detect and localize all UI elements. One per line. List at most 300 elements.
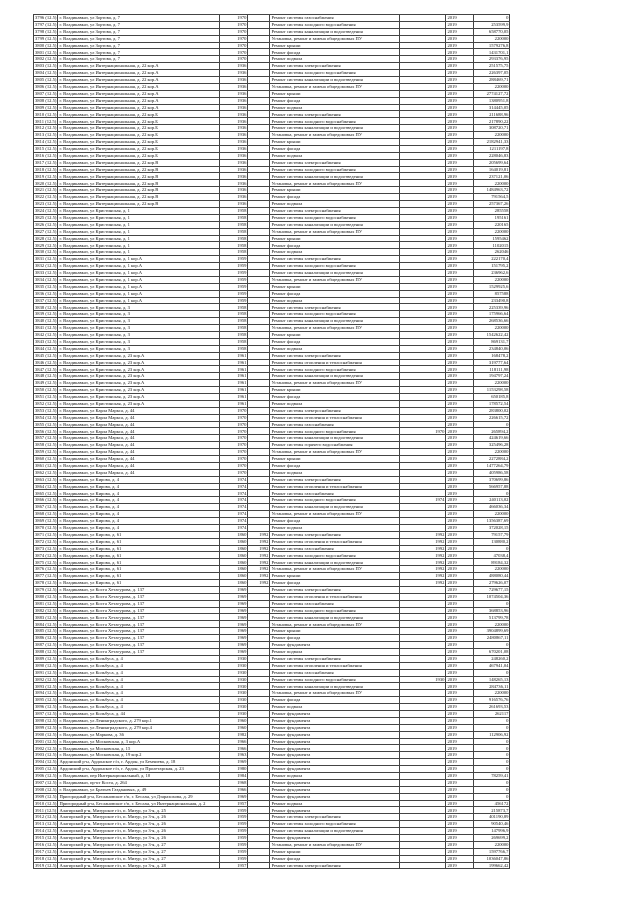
reconstruction-year-cell	[248, 421, 270, 428]
address-cell: г. Владикавказ, ул Карла Маркса, д. 44	[58, 469, 220, 476]
build-year-cell: 1970	[220, 28, 248, 35]
planned-year-cell: 2019	[446, 442, 474, 449]
planned-year-cell: 2019	[446, 21, 474, 28]
last-repair-year-cell	[400, 607, 446, 614]
last-repair-year-cell	[400, 359, 446, 366]
work-type-cell: Ремонт системы канализации и водоотведения	[270, 435, 400, 442]
address-cell: г. Владикавказ, ул Интернациональная, д. 22 кор.Б	[58, 132, 220, 139]
planned-year-cell: 2019	[446, 607, 474, 614]
address-cell: г. Владикавказ, ул Интернациональная, д. 22 кор.А	[58, 63, 220, 70]
build-year-cell: 1974	[220, 497, 248, 504]
cost-cell: 205699,64	[474, 159, 510, 166]
reconstruction-year-cell	[248, 504, 270, 511]
address-cell: г. Владикавказ, ул Кристинская, д. 1 кор.А	[58, 290, 220, 297]
row-number-cell: 3877 (12.5)	[35, 573, 57, 579]
reconstruction-year-cell	[248, 104, 270, 111]
cost-cell: 236962,6	[474, 269, 510, 276]
address-cell: г. Владикавказ, ул Маркова, д. 36	[58, 731, 220, 738]
reconstruction-year-cell	[248, 207, 270, 214]
reconstruction-year-cell	[248, 118, 270, 125]
row-number-cell: 3850 (12.5)	[35, 387, 57, 393]
row-number-cell: 3913 (12.5)	[35, 821, 57, 827]
last-repair-year-cell	[400, 139, 446, 146]
row-number-cell: 3904 (12.5)	[35, 759, 57, 765]
build-year-cell: 1959	[220, 297, 248, 304]
table-row	[34, 607, 510, 614]
planned-year-cell: 2019	[446, 283, 474, 290]
build-year-cell: 1961	[220, 380, 248, 387]
address-cell: г. Владикавказ, ул Кристинская, д. 3	[58, 325, 220, 332]
work-type-cell: Ремонт системы холодного водоснабжения	[270, 21, 400, 28]
reconstruction-year-cell	[248, 435, 270, 442]
last-repair-year-cell: 1992	[400, 580, 446, 587]
last-repair-year-cell	[400, 21, 446, 28]
build-year-cell: 1936	[220, 173, 248, 180]
address-cell: г. Владикавказ, ул Кристинская, д. 23 кор.А	[58, 366, 220, 373]
build-year-cell: 1970	[220, 56, 248, 63]
reconstruction-year-cell	[248, 173, 270, 180]
planned-year-cell: 2019	[446, 56, 474, 63]
work-type-cell: Ремонт системы газоснабжения	[270, 669, 400, 676]
work-type-cell: Ремонт фасада	[270, 97, 400, 104]
last-repair-year-cell	[400, 15, 446, 22]
table-row	[34, 669, 510, 676]
last-repair-year-cell: 1992	[400, 559, 446, 566]
reconstruction-year-cell	[248, 283, 270, 290]
work-type-cell: Ремонт фундамента	[270, 710, 400, 717]
address-cell: г. Владикавказ, ул Кирова, д. 4	[58, 511, 220, 518]
build-year-cell: 1966	[220, 738, 248, 745]
row-number-cell: 3858 (12.5)	[35, 442, 57, 448]
reconstruction-year-cell	[248, 428, 270, 435]
work-type-cell: Установка, ремонт и замена общедомовых ПУ	[270, 180, 400, 187]
build-year-cell: 1930	[220, 690, 248, 697]
planned-year-cell: 2019	[446, 290, 474, 297]
table-row	[34, 132, 510, 139]
build-year-cell: 1860	[220, 545, 248, 552]
planned-year-cell: 2019	[446, 421, 474, 428]
row-number-cell: 3796 (12.5)	[35, 15, 57, 21]
address-cell: г. Владикавказ, ул Кристинская, д. 3	[58, 331, 220, 338]
table-row	[34, 145, 510, 152]
work-type-cell: Установка, ремонт и замена общедомовых ПУ	[270, 449, 400, 456]
address-cell: г. Владикавказ, ул Зортова, д. 7	[58, 49, 220, 56]
reconstruction-year-cell	[248, 855, 270, 862]
address-cell: г. Владикавказ, ул Коста Хетагурова, д. 137	[58, 586, 220, 593]
reconstruction-year-cell	[248, 187, 270, 194]
table-row	[34, 70, 510, 77]
row-number-cell: 3869 (12.5)	[35, 518, 57, 524]
last-repair-year-cell	[400, 717, 446, 724]
table-row	[34, 290, 510, 297]
planned-year-cell: 2019	[446, 504, 474, 511]
work-type-cell: Ремонт системы электроснабжения	[270, 531, 400, 538]
address-cell: г. Владикавказ, ул Коста Хетагурова, д. 137	[58, 628, 220, 635]
table-row	[34, 428, 510, 435]
last-repair-year-cell	[400, 35, 446, 42]
last-repair-year-cell: 1970	[400, 428, 446, 435]
cost-cell: 1211197,8	[474, 145, 510, 152]
work-type-cell: Ремонт системы электроснабжения	[270, 814, 400, 821]
build-year-cell: 1970	[220, 49, 248, 56]
address-cell: г. Владикавказ, ул Ленинградского, д. 279 кор.4	[58, 724, 220, 731]
build-year-cell: 1970	[220, 21, 248, 28]
work-type-cell: Ремонт фундамента	[270, 642, 400, 649]
build-year-cell: 1930	[220, 669, 248, 676]
reconstruction-year-cell	[248, 676, 270, 683]
work-type-cell: Ремонт крыши	[270, 139, 400, 146]
last-repair-year-cell	[400, 221, 446, 228]
address-cell: г. Владикавказ, ул Зортова, д. 7	[58, 15, 220, 22]
cost-cell: 284736,11	[474, 683, 510, 690]
planned-year-cell: 2019	[446, 125, 474, 132]
address-cell: г. Владикавказ, ул Коста Хетагурова, д. 137	[58, 607, 220, 614]
cost-cell: 220000	[474, 35, 510, 42]
reconstruction-year-cell	[248, 456, 270, 463]
table-row	[34, 580, 510, 587]
reconstruction-year-cell	[248, 449, 270, 456]
last-repair-year-cell	[400, 400, 446, 407]
table-row	[34, 710, 510, 717]
last-repair-year-cell	[400, 593, 446, 600]
work-type-cell: Ремонт системы отопления и теплоснабжения	[270, 483, 400, 490]
last-repair-year-cell	[400, 511, 446, 518]
address-cell: г. Владикавказ, ул Карла Маркса, д. 44	[58, 462, 220, 469]
address-cell: г. Владикавказ, ул Кирова, д. 4	[58, 518, 220, 525]
last-repair-year-cell	[400, 407, 446, 414]
planned-year-cell: 2019	[446, 304, 474, 311]
last-repair-year-cell	[400, 125, 446, 132]
cost-cell: 151795,2	[474, 263, 510, 270]
build-year-cell: 1959	[220, 855, 248, 862]
row-number-cell: 3912 (12.5)	[35, 814, 57, 820]
planned-year-cell: 2019	[446, 49, 474, 56]
table-row	[34, 380, 510, 387]
last-repair-year-cell	[400, 483, 446, 490]
build-year-cell: 1936	[220, 63, 248, 70]
reconstruction-year-cell	[248, 483, 270, 490]
address-cell: г. Владикавказ, ул Кристинская, д. 23 кор.А	[58, 387, 220, 394]
row-number-cell: 3874 (12.5)	[35, 552, 57, 558]
planned-year-cell: 2019	[446, 201, 474, 208]
address-cell: г. Владикавказ, ул Коста Хетагурова, д. 137	[58, 614, 220, 621]
reconstruction-year-cell	[248, 387, 270, 394]
row-number-cell: 3845 (12.5)	[35, 352, 57, 358]
row-number-cell: 3848 (12.5)	[35, 373, 57, 379]
row-number-cell: 3907 (12.5)	[35, 780, 57, 785]
cost-cell: 0	[474, 779, 510, 786]
cost-cell: 0	[474, 642, 510, 649]
work-type-cell: Ремонт системы электроснабжения	[270, 586, 400, 593]
row-number-cell: 3800 (12.5)	[35, 42, 57, 48]
planned-year-cell: 2019	[446, 662, 474, 669]
table-row	[34, 800, 510, 807]
cost-cell: 220000	[474, 621, 510, 628]
last-repair-year-cell	[400, 214, 446, 221]
last-repair-year-cell	[400, 118, 446, 125]
planned-year-cell: 2019	[446, 828, 474, 835]
planned-year-cell: 2019	[446, 318, 474, 325]
work-type-cell: Ремонт крыши	[270, 456, 400, 463]
work-type-cell: Ремонт системы канализации и водоотведения	[270, 373, 400, 380]
table-row	[34, 841, 510, 848]
reconstruction-year-cell	[248, 56, 270, 63]
build-year-cell: 1959	[220, 283, 248, 290]
work-type-cell: Ремонт фундамента	[270, 752, 400, 759]
reconstruction-year-cell	[248, 269, 270, 276]
build-year-cell: 1969	[220, 586, 248, 593]
build-year-cell: 1959	[220, 814, 248, 821]
address-cell: г. Владикавказ, ул Кирова, д. 61	[58, 559, 220, 566]
table-row	[34, 139, 510, 146]
work-type-cell: Ремонт фасада	[270, 855, 400, 862]
planned-year-cell: 2019	[446, 187, 474, 194]
cost-cell: 424619,66	[474, 435, 510, 442]
reconstruction-year-cell	[248, 297, 270, 304]
cost-cell: 268536,66	[474, 318, 510, 325]
work-type-cell: Ремонт фасада	[270, 242, 400, 249]
planned-year-cell: 2019	[446, 600, 474, 607]
row-number-cell: 3863 (12.5)	[35, 476, 57, 482]
row-number-cell: 3803 (12.5)	[35, 63, 57, 69]
reconstruction-year-cell	[248, 139, 270, 146]
last-repair-year-cell	[400, 648, 446, 655]
address-cell: г. Владикавказ, ул Кристинская, д. 23 кор.А	[58, 380, 220, 387]
table-row	[34, 228, 510, 235]
cost-cell: 168478,2	[474, 352, 510, 359]
cost-cell: 467941,04	[474, 662, 510, 669]
address-cell: г. Владикавказ, ул Коста Хетагурова, д. 137	[58, 593, 220, 600]
build-year-cell: 1860	[220, 552, 248, 559]
work-type-cell: Ремонт крыши	[270, 573, 400, 580]
build-year-cell: 1969	[220, 593, 248, 600]
planned-year-cell: 2019	[446, 573, 474, 580]
work-type-cell: Ремонт системы холодного водоснабжения	[270, 118, 400, 125]
reconstruction-year-cell	[248, 518, 270, 525]
last-repair-year-cell	[400, 704, 446, 711]
planned-year-cell: 2019	[446, 15, 474, 22]
last-repair-year-cell	[400, 180, 446, 187]
cost-cell: 118111,98	[474, 366, 510, 373]
row-number-cell: 3846 (12.5)	[35, 359, 57, 365]
planned-year-cell: 2019	[446, 462, 474, 469]
planned-year-cell: 2019	[446, 724, 474, 731]
build-year-cell: 1961	[220, 400, 248, 407]
reconstruction-year-cell	[248, 35, 270, 42]
reconstruction-year-cell	[248, 249, 270, 256]
row-number-cell: 3876 (12.5)	[35, 566, 57, 572]
table-row	[34, 242, 510, 249]
build-year-cell: 1860	[220, 573, 248, 580]
last-repair-year-cell	[400, 456, 446, 463]
address-cell: г. Владикавказ, ул Интернациональная, д. 22 кор.В	[58, 159, 220, 166]
row-number-cell: 3914 (12.5)	[35, 828, 57, 834]
row-number-cell: 3842 (12.5)	[35, 332, 57, 338]
table-row	[34, 738, 510, 745]
planned-year-cell: 2019	[446, 738, 474, 745]
address-cell: г. Владикавказ, ул Интернациональная, д. 22 кор.В	[58, 173, 220, 180]
cost-cell: 650185,8	[474, 393, 510, 400]
last-repair-year-cell	[400, 655, 446, 662]
address-cell: г. Владикавказ, ул Интернациональная, д. 22 кор.Б	[58, 145, 220, 152]
reconstruction-year-cell	[248, 111, 270, 118]
work-type-cell: Ремонт фундамента	[270, 738, 400, 745]
cost-cell: 222170,4	[474, 256, 510, 263]
work-type-cell: Ремонт фундамента	[270, 807, 400, 814]
table-row	[34, 15, 510, 22]
row-number-cell: 3818 (12.5)	[35, 166, 57, 172]
build-year-cell: 1936	[220, 180, 248, 187]
table-row	[34, 207, 510, 214]
row-number-cell: 3809 (12.5)	[35, 104, 57, 110]
reconstruction-year-cell	[248, 180, 270, 187]
build-year-cell: 1959	[220, 828, 248, 835]
build-year-cell: 1966	[220, 745, 248, 752]
row-number-cell: 3867 (12.5)	[35, 504, 57, 510]
address-cell: г. Владикавказ, пер Интернациональный, д. 10	[58, 772, 220, 779]
cost-cell: 1597766,7	[474, 848, 510, 855]
work-type-cell: Ремонт системы холодного водоснабжения	[270, 821, 400, 828]
work-type-cell: Ремонт системы отопления и теплоснабжения	[270, 414, 400, 421]
last-repair-year-cell	[400, 600, 446, 607]
last-repair-year-cell	[400, 311, 446, 318]
row-number-cell: 3855 (12.5)	[35, 421, 57, 427]
last-repair-year-cell	[400, 325, 446, 332]
last-repair-year-cell	[400, 111, 446, 118]
cost-cell: 195161	[474, 214, 510, 221]
address-cell: Алагирский р-н, Мизурское г/п, п. Мизур, ул 3-я, д. 25	[58, 807, 220, 814]
table-row	[34, 690, 510, 697]
address-cell: г. Владикавказ, ул Кристинская, д. 1	[58, 242, 220, 249]
build-year-cell: 1970	[220, 469, 248, 476]
reconstruction-year-cell	[248, 752, 270, 759]
work-type-cell: Ремонт системы отопления и теплоснабжения	[270, 593, 400, 600]
cost-cell: 220000	[474, 132, 510, 139]
table-row	[34, 759, 510, 766]
address-cell: г. Владикавказ, ул Интернациональная, д. 22 кор.А	[58, 83, 220, 90]
table-row	[34, 524, 510, 531]
planned-year-cell: 2019	[446, 97, 474, 104]
row-number-cell: 3825 (12.5)	[35, 214, 57, 220]
row-number-cell: 3879 (12.5)	[35, 587, 57, 593]
work-type-cell: Ремонт фасада	[270, 635, 400, 642]
planned-year-cell: 2019	[446, 469, 474, 476]
cost-cell: 79157,79	[474, 531, 510, 538]
last-repair-year-cell	[400, 28, 446, 35]
row-number-cell: 3814 (12.5)	[35, 139, 57, 145]
row-number-cell: 3834 (12.5)	[35, 276, 57, 282]
row-number-cell: 3806 (12.5)	[35, 84, 57, 90]
row-number-cell: 3851 (12.5)	[35, 394, 57, 400]
build-year-cell: 1958	[220, 318, 248, 325]
address-cell: г. Владикавказ, ул Кристинская, д. 1 кор.А	[58, 256, 220, 263]
row-number-cell: 3808 (12.5)	[35, 97, 57, 103]
last-repair-year-cell	[400, 642, 446, 649]
address-cell: г. Владикавказ, ул Коста Хетагурова, д. 137	[58, 642, 220, 649]
cost-cell: 220000	[474, 83, 510, 90]
planned-year-cell: 2019	[446, 207, 474, 214]
row-number-cell: 3862 (12.5)	[35, 469, 57, 475]
table-row	[34, 834, 510, 841]
build-year-cell: 1958	[220, 249, 248, 256]
planned-year-cell: 2019	[446, 166, 474, 173]
build-year-cell: 1936	[220, 194, 248, 201]
address-cell: г. Владикавказ, ул Кристинская, д. 1	[58, 214, 220, 221]
last-repair-year-cell	[400, 690, 446, 697]
planned-year-cell: 2019	[446, 766, 474, 773]
last-repair-year-cell	[400, 77, 446, 84]
cost-cell: 791564,5	[474, 194, 510, 201]
build-year-cell: 1959	[220, 807, 248, 814]
work-type-cell: Ремонт подвала	[270, 345, 400, 352]
address-cell: г. Владикавказ, ул Интернациональная, д. 22 кор.А	[58, 97, 220, 104]
cost-cell: 0	[474, 766, 510, 773]
table-row	[34, 628, 510, 635]
work-type-cell: Ремонт фасада	[270, 290, 400, 297]
row-number-cell: 3910 (12.5)	[35, 800, 57, 806]
table-row	[34, 269, 510, 276]
row-number-cell: 3882 (12.5)	[35, 607, 57, 613]
row-number-cell: 3824 (12.5)	[35, 208, 57, 214]
row-number-cell: 3917 (12.5)	[35, 848, 57, 854]
cost-cell: 220000	[474, 180, 510, 187]
cost-cell: 220000	[474, 841, 510, 848]
work-type-cell: Ремонт системы электроснабжения	[270, 207, 400, 214]
table-row	[34, 462, 510, 469]
build-year-cell: 1961	[220, 366, 248, 373]
cost-cell: 0	[474, 793, 510, 800]
build-year-cell: 1970	[220, 407, 248, 414]
cost-cell: 248260,2	[474, 655, 510, 662]
build-year-cell: 1961	[220, 387, 248, 394]
address-cell: г. Владикавказ, ул Зортова, д. 7	[58, 35, 220, 42]
planned-year-cell: 2019	[446, 642, 474, 649]
last-repair-year-cell	[400, 90, 446, 97]
work-type-cell: Ремонт крыши	[270, 187, 400, 194]
address-cell: г. Владикавказ, ул Карла Маркса, д. 44	[58, 428, 220, 435]
work-type-cell: Установка, ремонт и замена общедомовых ПУ	[270, 621, 400, 628]
address-cell: г. Владикавказ, ул Кристинская, д. 1	[58, 228, 220, 235]
row-number-cell: 3815 (12.5)	[35, 146, 57, 152]
work-type-cell: Ремонт системы газоснабжения	[270, 490, 400, 497]
reconstruction-year-cell: 1992	[248, 545, 270, 552]
row-number-cell: 3823 (12.5)	[35, 201, 57, 207]
work-type-cell: Установка, ремонт и замена общедомовых ПУ	[270, 511, 400, 518]
table-row	[34, 793, 510, 800]
address-cell: Алагирский р-н, Мизурское г/п, п. Мизур, ул 3-я, д. 27	[58, 855, 220, 862]
reconstruction-year-cell	[248, 380, 270, 387]
last-repair-year-cell	[400, 304, 446, 311]
planned-year-cell: 2019	[446, 325, 474, 332]
row-number-cell: 3883 (12.5)	[35, 614, 57, 620]
build-year-cell: 1969	[220, 635, 248, 642]
planned-year-cell: 2019	[446, 387, 474, 394]
cost-cell: 148265,13	[474, 676, 510, 683]
reconstruction-year-cell	[248, 21, 270, 28]
planned-year-cell: 2019	[446, 373, 474, 380]
work-type-cell: Ремонт системы канализации и водоотведения	[270, 318, 400, 325]
cost-cell: 658770,05	[474, 28, 510, 35]
cost-cell: 1380951,8	[474, 97, 510, 104]
reconstruction-year-cell	[248, 145, 270, 152]
planned-year-cell: 2019	[446, 745, 474, 752]
address-cell: г. Владикавказ, ул Интернациональная, д. 22 кор.А	[58, 70, 220, 77]
reconstruction-year-cell	[248, 442, 270, 449]
last-repair-year-cell	[400, 70, 446, 77]
planned-year-cell: 2019	[446, 793, 474, 800]
reconstruction-year-cell	[248, 621, 270, 628]
work-type-cell: Ремонт фундамента	[270, 766, 400, 773]
